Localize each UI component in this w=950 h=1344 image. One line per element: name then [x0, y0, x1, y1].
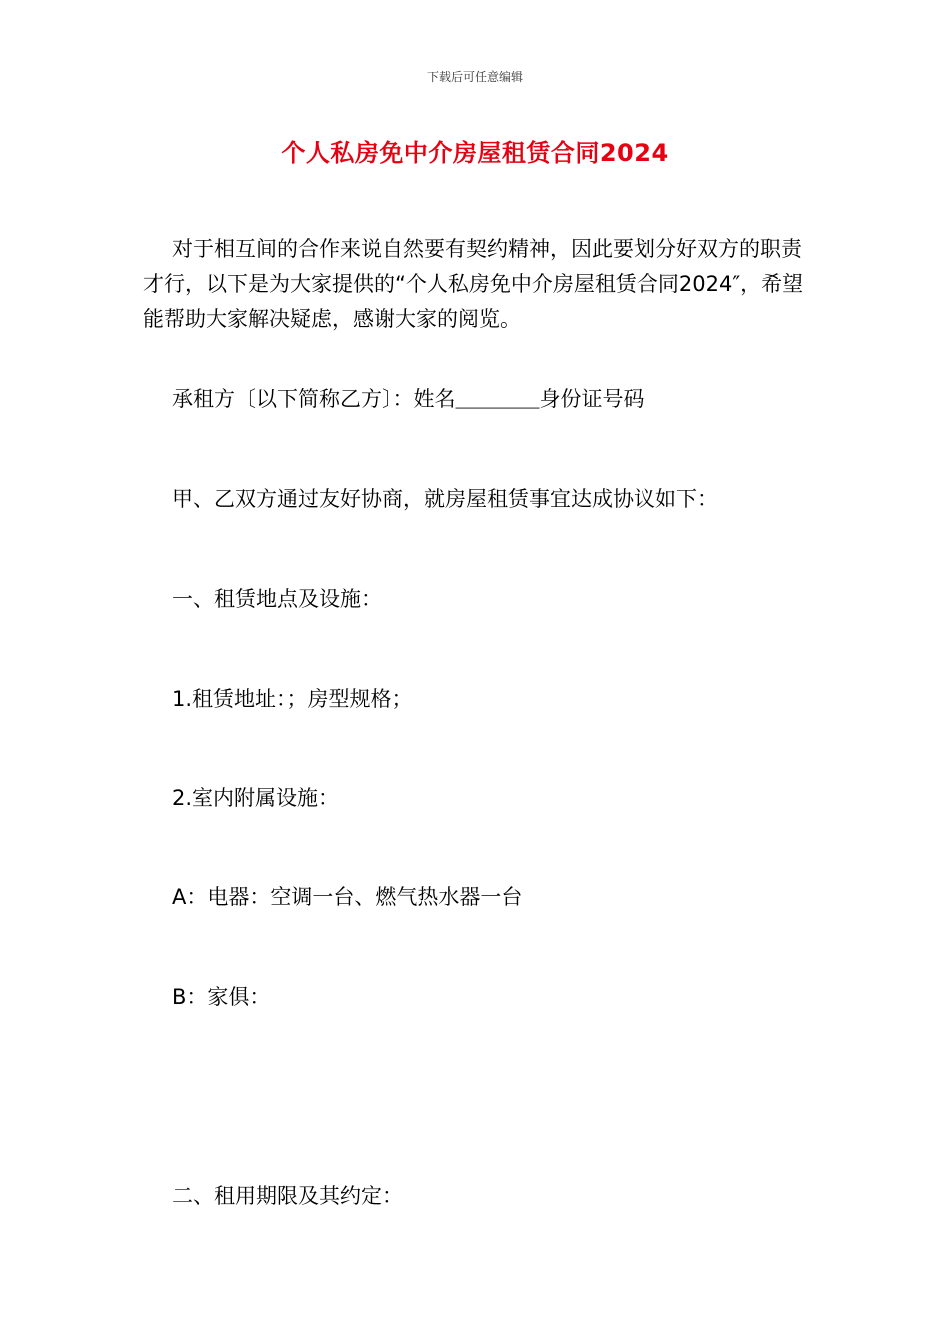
- section-1-heading: 一、租赁地点及设施：: [172, 587, 382, 611]
- furniture-line: B：家俱：: [172, 985, 271, 1009]
- document-title: 个人私房免中介房屋租赁合同2024: [281, 139, 669, 167]
- header-note: 下载后可任意编辑: [426, 70, 523, 84]
- appliances-line: A：电器：空调一台、燃气热水器一台: [172, 885, 523, 909]
- facilities-line: 2.室内附属设施：: [172, 786, 340, 810]
- intro-paragraph: 对于相互间的合作来说自然要有契约精神，因此要划分好双方的职责才行，以下是为大家提供的“个人私房免中介房屋租赁合同2024″，希望能帮助大家解决疑虑，感谢大家的阅览。: [143, 237, 804, 331]
- section-2-heading: 二、租用期限及其约定：: [172, 1184, 403, 1208]
- agreement-line: 甲、乙双方通过友好协商，就房屋租赁事宜达成协议如下：: [172, 487, 718, 511]
- rental-address-line: 1.租赁地址：；房型规格；: [172, 687, 413, 711]
- tenant-line: 承租方〔以下简称乙方〕：姓名＿＿＿＿身份证号码: [172, 387, 645, 411]
